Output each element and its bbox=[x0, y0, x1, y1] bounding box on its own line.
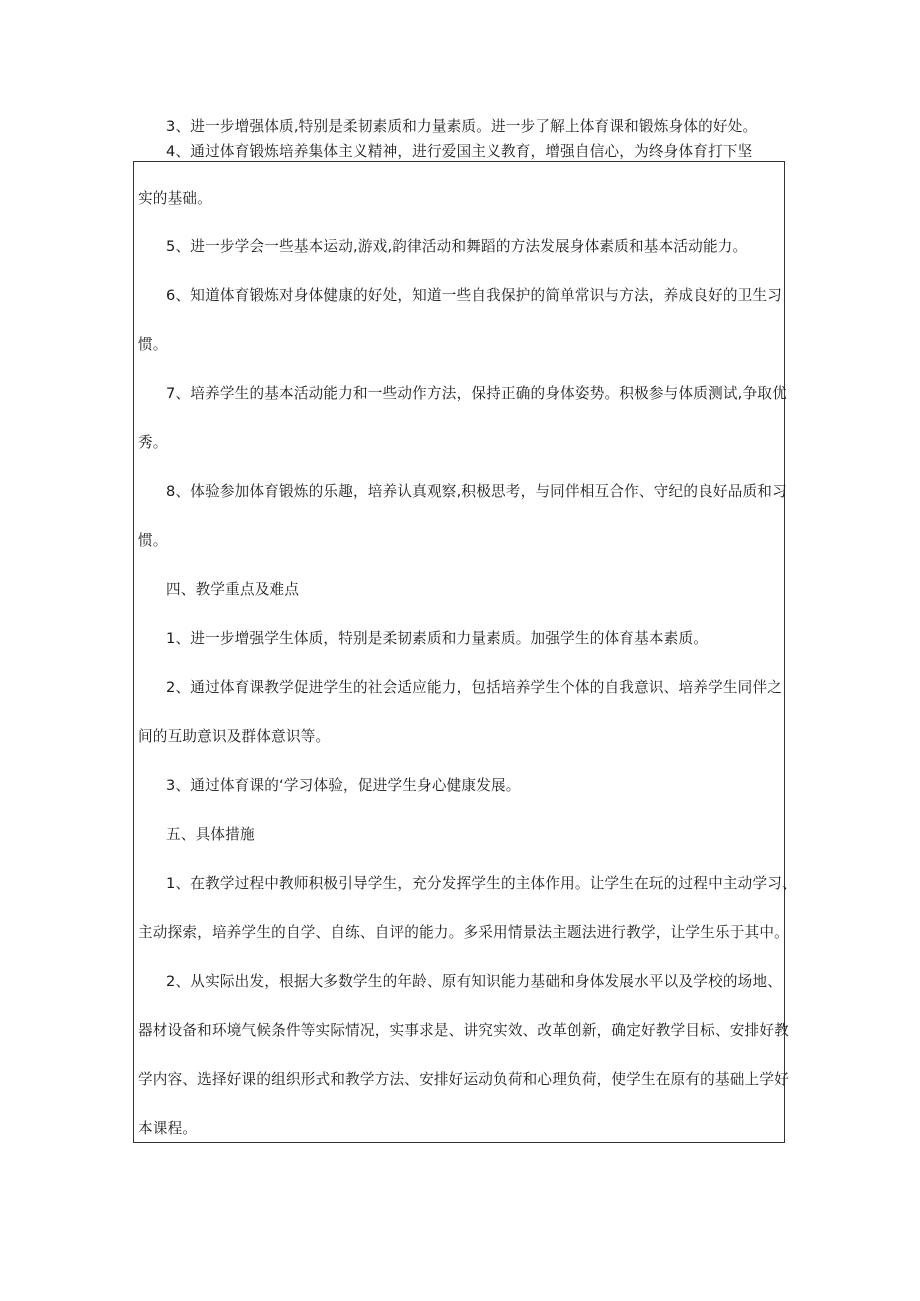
paragraph-objective-3: 3、进一步增强体质,特别是柔韧素质和力量素质。进一步了解上体育课和锻炼身体的好处。 bbox=[166, 118, 758, 135]
paragraph-measure-2-continued-1: 器材设备和环境气候条件等实际情况，实事求是、讲究实效、改革创新，确定好教学目标、安排好教 bbox=[138, 1022, 789, 1039]
paragraph-objective-4-continued: 实的基础。 bbox=[138, 190, 212, 207]
paragraph-key-point-2-continued: 间的互助意识及群体意识等。 bbox=[138, 728, 331, 745]
paragraph-measure-1: 1、在教学过程中教师积极引导学生，充分发挥学生的主体作用。让学生在玩的过程中主动学习、 bbox=[166, 875, 797, 892]
paragraph-key-point-2: 2、通过体育课教学促进学生的社会适应能力，包括培养学生个体的自我意识、培养学生同伴之 bbox=[166, 679, 783, 696]
paragraph-objective-6-continued: 惯。 bbox=[138, 336, 168, 353]
paragraph-measure-2-continued-3: 本课程。 bbox=[138, 1120, 198, 1137]
content-table-cell bbox=[133, 161, 785, 1143]
paragraph-objective-8: 8、体验参加体育锻炼的乐趣，培养认真观察,积极思考，与同伴相互合作、守纪的良好品质和习 bbox=[166, 483, 787, 500]
paragraph-objective-5: 5、进一步学会一些基本运动,游戏,韵律活动和舞蹈的方法发展身体素质和基本活动能力。 bbox=[166, 238, 748, 255]
paragraph-key-point-3: 3、通过体育课的‘学习体验，促进学生身心健康发展。 bbox=[166, 777, 521, 794]
paragraph-measure-1-continued: 主动探索，培养学生的自学、自练、自评的能力。多采用情景法主题法进行教学，让学生乐于其中。 bbox=[138, 924, 789, 941]
paragraph-objective-7-continued: 秀。 bbox=[138, 434, 168, 451]
paragraph-key-point-1: 1、进一步增强学生体质，特别是柔韧素质和力量素质。加强学生的体育基本素质。 bbox=[166, 630, 709, 647]
paragraph-objective-7: 7、培养学生的基本活动能力和一些动作方法，保持正确的身体姿势。积极参与体质测试,争取优 bbox=[166, 385, 787, 402]
paragraph-measure-2-continued-2: 学内容、选择好课的组织形式和教学方法、安排好运动负荷和心理负荷，使学生在原有的基础上学好 bbox=[138, 1071, 789, 1088]
paragraph-objective-8-continued: 惯。 bbox=[138, 532, 168, 549]
paragraph-measure-2: 2、从实际出发，根据大多数学生的年龄、原有知识能力基础和身体发展水平以及学校的场地、 bbox=[166, 973, 783, 990]
section-heading-key-points: 四、教学重点及难点 bbox=[166, 581, 300, 598]
paragraph-objective-4: 4、通过体育锻炼培养集体主义精神，进行爱国主义教育，增强自信心，为终身体育打下坚 bbox=[166, 143, 753, 160]
section-heading-measures: 五、具体措施 bbox=[166, 826, 255, 843]
paragraph-objective-6: 6、知道体育锻炼对身体健康的好处，知道一些自我保护的简单常识与方法，养成良好的卫生习 bbox=[166, 287, 783, 304]
